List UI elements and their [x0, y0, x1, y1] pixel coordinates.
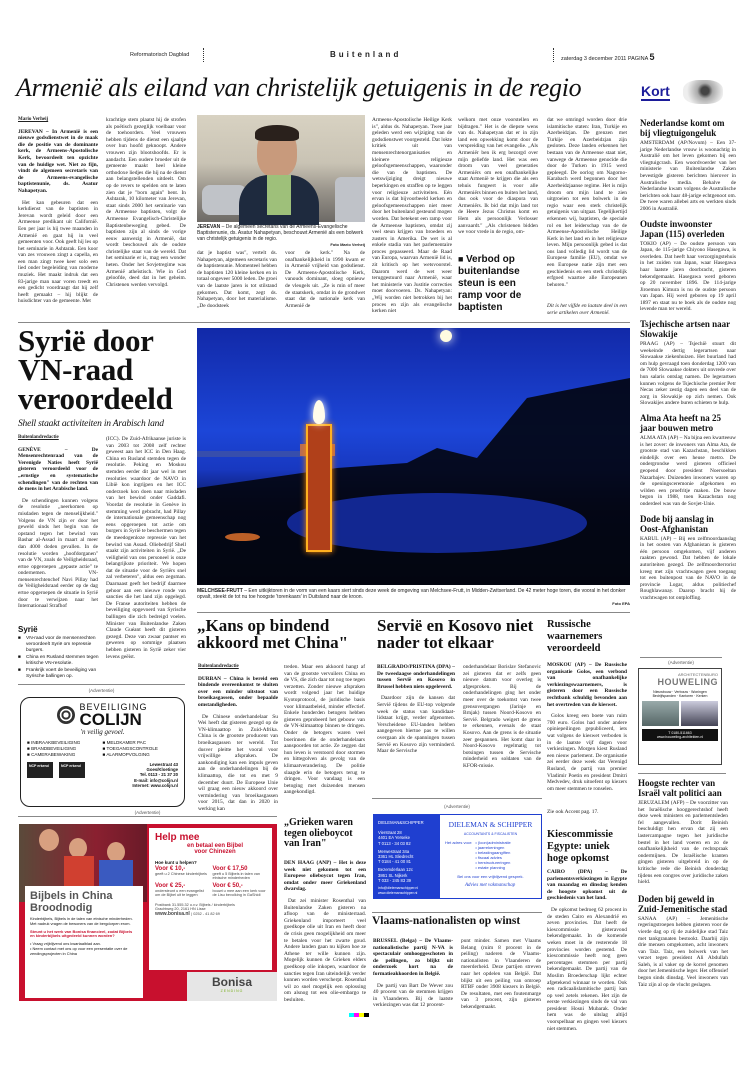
bonisa-logo: Bonisa ZENDING	[187, 972, 277, 1001]
greece-headline: „Grieken waren tegen olieboycot van Iran"	[284, 817, 353, 849]
donation-option: Voor € 17,50 geeft u 5 Bijbels in talen van etnische minderheden	[212, 866, 260, 880]
china-col2: treden. Maar een akkoord hangt af van de grootste vervuilers China en de VS, die zich daar tot nog toe tegen verzetten. Zonder nieuwe afspraken wordt volgend jaar het huidige Kyotoprotocol, de juridische basis voor klimaatbeleid, minder effectief. Enkele honderden betogers hebben gisteren geprobeerd het gebouw van de VN-klimaattop binnen te dringen. Onder de betogers waren veel boerinnen die de onderhandelaars aanspoorden tot actie. Ze zeggen dat hun leven is verstoord door stormen en hittegolven als gevolg van de klimaatverandering. De politie slaagde erin de betogers terug te dringen. Voor vandaag is een betoging met duizenden mensen aangekondigd.	[284, 664, 365, 796]
newspaper-name: Reformatorisch Dagblad	[130, 52, 190, 58]
armenia-col4: voor de kerk." Na de onafhankelijkheid in 1990 kwam er in Armenië vrijheid van godsdienst. De Armeens-Apostolische Kerk, vanouds dominant, sloeg opnieuw de vleugels uit. „Ze is min of meer de staatskerk, omdat in de grondwet staat dat de nationale kerk van Armenië de	[285, 250, 365, 309]
flemish-col2: punt minder. Samen met Vlaams Belang (ruim 8 procent in de peiling) naderen de Vlaams-nationalisten in Vlaanderen de meerderheid. Deze partijen streven naar het opdelen van België. Dat blijkt uit een peiling van omroep RTBF onder 3908 kiezers in België. De resultaten, met een foutenmarge van 3 procent, zijn gisteren bekendgemaakt.	[461, 938, 541, 1010]
donation-option: Voor € 50,- bouwt u mee aan een kerk voor de Lisu bevolking in GaShidi	[212, 883, 266, 897]
colijn-ad[interactable]: BEVEILIGING COLIJN 'n veilig gevoel. ■ INBRAAKBEVEILIGING ■ MELDKAMER PAC ■ BRANDBEVEILIGING ■ TOEGANGSCONTROLE ■ CAMERABEWAKING ■ ALARMOPVOLGING NCP erkend NCP erkend Lewestraat 43 Goes/Kloetinge Tel. 0113 - 21 37 20 E-mail: info@colijn.nl Internet: www.colijn.nl	[20, 697, 185, 807]
divider	[203, 48, 204, 62]
ad-label: (Advertentie)	[444, 804, 470, 809]
armenia-col3: dat je baptist was", vertelt ds. Nahapetyan, algemeen secretaris van de baptistenunie. Momenteel hebben de baptisten 120 kleine kerken en in totaal ongeveer 5000 leden. De groei van de laatste jaren is tot stilstand gekomen. Dat komt, zegt ds. Nahapetyan, door het materialisme. „De doodsteek	[197, 250, 277, 309]
ad-label: (Advertentie)	[134, 810, 161, 815]
candle-tower-photo	[197, 328, 630, 585]
syria-headline: Syrië door VN-raad veroordeeld	[18, 323, 173, 416]
kort-header: Kort	[638, 80, 735, 106]
kort-bottom	[638, 778, 728, 1008]
kort-item: Alma Ata heeft na 25 jaar bouwen metro ALMA ATA (AP) – Na bijna een kwarteeuw is het zover: de inwoners van Alma Ata, de grootste stad van Kazachstan, beschikken eindelijk over een heuse metro. De ondergrondse werd gisteren officieel geopend door president Noersoeltan Nazarbajev. Duizenden inwoners waren op de openingsceremonie afgekomen en wilden een proefritje maken. De bouw begon in 1988, toen Kazachstan nog onderdeel was van de Sovjet-Unie.	[640, 413, 736, 507]
armenia-col6: welkom met onze voorstellen en bijdragen." Het is de diepste wens van ds. Nahapetyan dat er in zijn land een opwekking komt door de verspreiding van het evangelie. „Als Armeniër ben ik erg bezorgd over mijn geliefde land. Het was een droom van veel generaties Armeniërs om een onafhankelijke staat Armenië te krijgen die als een tehuis fungeert is voor alle Armeniërs binnen en buiten het land, dus ook voor de diaspora van Armeniërs. Ik bid dat mijn land tot de Heere Jezus Christus komt en Hem als persoonlijk Verlosser aanvaardt." „Als christenen bidden we voor vrede in de regio, om-	[458, 117, 538, 236]
flemish-headline: Vlaams-nationalisten op winst	[372, 915, 521, 927]
egypt-text: CAIRO (DPA) – De parlementsverkiezingen in Egypte van maandag en dinsdag kenden de hoogste opkomst uit de geschiedenis van het land. De opkomst bedroeg 62 procent in de steden Cairo en Alexandrië en zeven provincies. Dat heeft de kiescommissie gisteravond bekendgemaakt. In de komende weken moet in de resterende 18 provincies worden gestemd. De kiescommissie heeft nog geen percentages stemmen per partij bekendgemaakt. De partij van de Moslim Broederschap lijkt echter afgetekend winnaar te worden. Ook een radicaalislamitische partij kan op veel zetels rekenen. Het zijn de eerste verkiezingen sinds de val van president Hosni Mubarak. Onder hem was de uitslag altijd voorspelbaar en gingen veel kiezers niet stemmen.	[547, 869, 627, 1032]
yemen-headline: Doden bij geweld in Zuid-Jemenitische stad	[638, 893, 728, 914]
china-headline: „Kans op bindend akkoord met China"	[197, 616, 349, 652]
armenia-col5: Armeens-Apostolische Heilige Kerk is", aldus ds. Nahapetyan. Twee jaar geleden werd een wijziging van de godsdienstwet voorgesteld. Dat lokte kritiek uit van mensenrechtenorganisaties en kleinere religieuze geloofsgemeenschappen, waaronder die van de baptisten. De wetswijziging dreigt nieuwe beperkingen en straffen op te leggen voor religieuze activiteiten. Eén ervan is dat bijvoorbeeld kerken en geloofsgemeenschappen niet meer door het buitenland gesteund mogen worden. Dat betekent een ramp voor de Armeense baptisten, omdat zij veel steun krijgen van broeders en zusters in Amerika. De wet is al enkele stadia van het parlementaire proces gepasseerd. Maar de Raad van Europa, waarvan Armenië lid is, zit kritisch op het wetsvoorstel. Daarom werd de wet weer teruggestuurd naar Armenië, waar het ministerie van Justitie correcties moet doorvoeren. Ds. Nahapetyan: „Wij worden niet betrokken bij het proces en zijn als evangelische kerken niet	[372, 117, 452, 315]
russia-text: MOSKOU (AP) – De Russische organisatie Golos, een verbond van onafhankelijke verkiezingswaarnemers, is gisteren door een Russische rechtbank schuldig bevonden aan het overtreden van de kieswet. Golos kreeg een boete van ruim 700 euro. Golos had onder andere opiniepeilingen gepubliceerd, iets wat volgens de kieswet verboden is in de laatste vijf dagen voor verkiezingen. Morgen kiest Rusland een nieuw parlement. De organisatie zei eerder deze week dat Verenigd Rusland, de partij van premier Vladimir Poetin en president Dmitri Medvedev, druk uitoefent op kiezers om meer stemmen te ronselen.	[547, 662, 627, 792]
page-date: zaterdag 3 december 2011 PAGINA 5	[561, 52, 655, 62]
candle-photo-credit: Foto EPA	[612, 601, 630, 606]
serbia-col2: onderhandelaar Borislav Stefanovic zei gisteren dat er zelfs geen nieuwe datum voor overleg is afgesproken. Bij de onderhandelingen ging het onder meer over de toekomst van twee grensovergangen (Jarinje en Brnjak) tussen Noord-Kosovo en Servië. Belgrado weigert de grens te erkennen, evenals de staat Kosovo. Aan de grens is de situatie zeer gespannen. Het komt daar in Noord-Kosovo regelmatig tot botsingen tussen de Servische minderheid en soldaten van de KFOR-missie.	[463, 664, 541, 769]
armenia-headline: Armenië als eiland van christelijk getuigenis in de regio	[16, 73, 582, 102]
russia-headline: Russische waarnemers veroordeeld	[547, 619, 603, 654]
egypt-headline: Kiescommissie Egypte: uniek hoge opkomst	[547, 829, 613, 864]
armenia-photo	[197, 115, 365, 222]
ncp-badge: NCP erkend	[27, 762, 53, 778]
armenia-pull-quote: ■ Verbod op buitenlandse steun is een ramp voor de baptisten	[458, 254, 522, 313]
world-map-icon	[683, 80, 723, 104]
yemen-text: SANAA (AP) – Jemenitische regeringstroepen hebben gisteren voor de vierde dag op rij de zuidelijke stad Taiz met tankgranaten bestookt. Daarbij zijn drie mensen omgekomen, acht inwoners van Taiz. Taiz, een bolwerk van het verzet tegen president Ali Abdullah Saleh, is al vaker op de korrel genomen door het Jemenitische leger. Het offensief begon sinds dinsdag. Veel inwoners van Taiz zijn al op de vlucht geslagen.	[638, 915, 728, 988]
candle-photo-caption: MELCHSEE-FRUTT – Een uitkijktoren in de vorm van een kaars siert sinds deze week de omgeving van Melchsee-Frutt, in Midden-Zwitserland. De 42 meter hoge toren, die vooral in het donker opvalt, steekt de tot nu toe hoogste 'torenkaars' in Duitsland naar de kroon.	[197, 588, 626, 601]
kort-item: Oudste inwoonster Japan (115) overleden TOKIO (AP) – De oudste persoon van Japan, de 115-jarige Chiyono Hasegawa, is overleden. Dat heeft haar verzorgingstehuis in het zuiden van Japan, waar Hasegawa haar laatste jaren doorbracht, gisteren bekendgemaakt. Hasegawa werd geboren op 20 november 1896. De 114-jarige Jiroemon Kimura is nu de oudste persoon van Japan. Hij werd geboren op 19 april 1897 en staat nu te boek als de oudste nog levende man ter wereld.	[640, 218, 736, 313]
ad-label: (Advertentie)	[668, 660, 694, 665]
syria-col1: Buitenlandredactie GENÈVE – De Mensenrechtenraad van de Verenigde Naties heeft Syrië gisteren veroordeeld voor de „ernstige en systematische schendingen" van de rechten van de mens in het Arabische land. De schendingen kunnen volgens de resolutie „neerkomen op misdaden tegen de menselijkheid." Volgens de VN zijn er door het geweld sinds het begin van de opstand tegen het bewind van Bashar al-Assad in maart al meer dan 4000 doden gevallen. In de resolutie worden „hoofdorganen" van de VN, zoals de Veiligheidsraad, ertoe opgeroepen „gepaste actie" te ondernemen. VN-mensenrechtenchef Navi Pillay had de Veiligheidsraad eerder op de dag ertoe opgeroepen de situatie in Syrië door te verwijzen naar het Internationaal Strafhof	[18, 435, 98, 610]
serbia-headline: Servië en Kosovo niet nader tot elkaar	[377, 616, 534, 652]
israel-text: JERUZALEM (AFP) – De voorzitter van het Israëlische hooggerechtshof heeft deze week ministers en parlementsleden fel aangevallen. Dorit Beinish beschuldigt hen ervan dat zij een lastercampagne tegen het juridische bestel in het land voeren en zo de onafhankelijkheid van de rechtspraak ondermijnen. De Israëlische kranten gingen gisteren uitgebreid in op de kritische rede die Beinish donderdag tijdens een congres over juridische zaken hield.	[638, 800, 728, 886]
colijn-logo-icon	[57, 706, 75, 724]
ad-label: (Advertentie)	[88, 688, 115, 693]
kort-item: Dode bij aanslag in Oost-Afghanistan KABUL (AP) – Bij een zelfmoordaanslag in het oosten van Afghanistan is gisteren één persoon omgekomen, vijf anderen raakten gewond. Dat hebben de lokale autoriteiten gezegd. De zelfmoordterrorist kreeg met zijn vrachtwagen geen toegang tot een buitenpost van de NAVO in de provincie Logar, aldus politiechef Roughlawanay. Daarop bracht hij de vrachtwagen tot ontploffing.	[640, 513, 736, 601]
ncp-badge: NCP erkend	[59, 762, 85, 778]
kort-list	[640, 112, 736, 655]
syria-col2: (ICC). De Zuid-Afrikaanse juriste is van 2003 tot 2008 zelf rechter geweest aan het ICC in Den Haag. China en Rusland stemden tegen de resolutie. Peking en Moskou stemden eerder dit jaar wel in met resoluties waardoor de NAVO in Libië kon ingrijpen en het ICC onderzoek kon doen naar misdaden van het bewind onder Gaddafi. Voordat de resolutie in Genève in stemming werd gebracht, had Pillay de internationale gemeenschap nog eens opgeroepen tot actie om burgers in Syrië te beschermen tegen de meedogenloze repressie van het bewind van Assad. Oliebedrijf Shell staakt zijn activiteiten in Syrië. „De veiligheid van ons personeel is onze belangrijkste prioriteit. We hopen dat de situatie voor de Syriërs snel zal verbeteren", aldus een zegsman. Daarnaast geeft het bedrijf daarmee gehoor aan een nieuwe ronde van sancties die het land zijn opgelegd. De Franse autoriteiten hebben de beveiliging opgevoerd van Syrische ballingen die zich bedreigd voelen. Minister van Buitenlandse Zaken Claude Guéant heeft dit gisteren gezegd. Deze van zwaar pantser en geweren op sommige plaatsen hebben gisteren in Syrië zeker vier levens geëist.	[106, 436, 186, 660]
serbia-col1: BELGRADO/PRISTINA (DPA) – De tweedaagse onderhandelingen tussen Servië en Kosovo in Brussel hebben niets opgeleverd. Daardoor zijn de kansen dat Servië tijdens de EU-top volgende week de status van kandidaat-lidstaat krijgt, verder afgenomen. Verscheidene EU-landen hebben aangegeven hiertoe pas te willen overgaan als de spanningen tussen Servië en Kosovo zijn verminderd. Maar de Servische	[377, 664, 455, 755]
armenia-photo-credit: Foto Mario Verheij	[330, 242, 365, 247]
section-title: Buitenland	[330, 50, 402, 59]
syria-summary-box: Syrië ■ VN-raad voor de mensenrechten veroordeelt Syrië om repressie burgers. ■ China en Rusland stemmen tegen kritische VN-resolutie. ■ Frankrijk voert de beveiliging van Syrische ballingen op.	[18, 625, 99, 679]
summary-item: ■ China en Rusland stemmen tegen kritische VN-resolutie.	[18, 655, 99, 666]
flemish-col1: BRUSSEL (Belga) – De Vlaams-nationalistische partij N-VA is spectaculair omhooggeschoten in de peilingen, zo blijkt uit onderzoek kort na de formatieakkoorden in België. De partij van Bart De Wever zou 40 procent van de stemmen krijgen in Vlaanderen. Bij de laatste verkiezingen was dat 12 procent-	[373, 938, 453, 1009]
israel-headline: Hoogste rechter van Israël valt politici aan	[638, 778, 722, 798]
russia-see-also: Zie ook Accent pag. 17.	[547, 809, 599, 815]
color-registration-marks	[349, 1013, 369, 1017]
dieleman-ad[interactable]: DIELEMAN&SCHIPPER Vierstraat 28 4401 EA Yerseke T 0113 - 34 03 82 Merwestraat 34a 3361 HL Sliedrecht T 0184 - 41 00 81 Bezemderlaan 12c 3861 SL Nijkerk T 033 - 245 83 39 info@dielemanschipper.nl www.dielemanschipper.nl DIELEMAN & SCHIPPER ACCOUNTANTS & FISCALISTEN Het adres voor: • (loon)administratie • jaarrekeningen • belastingaangiften • fiscaal advies • herstructureringen • estate planning Bel ons voor een vrijblijvend gesprek. Advies met vakmanschap	[373, 814, 542, 899]
kort-item: Tsjechische artsen naar Slowakije PRAAG (AP) – Tsjechië stuurt dit weekeinde dertig legerartsen naar Slowaakse ziekenhuizen. Het buurland had om hulp gevraagd toen donderdag 1200 van de 7000 Slowaakse dokters uit onvrede over hun salaris ontslag namen. De legerartsen kunnen volgens de Tsjechische premier Petr Necas zeker zestig dagen een deel van de zorg in Slowakije op zich nemen. Ook Slowakijes andere buren schieten te hulp.	[640, 319, 736, 407]
divider	[553, 48, 554, 62]
armenia-photo-caption: JEREVAN – De algemeen secretaris van de Armeens-Evangelische Baptistenunie, ds. Asatur Nahapetyan, beschouwt Armenië als een bolwerk van christelijk getuigenis in de regio.	[197, 224, 364, 243]
armenia-footnote: Dit is het vijfde en laatste deel in een serie artikelen over Armenië.	[547, 303, 627, 316]
greece-text: DEN HAAG (ANP) – Het is deze week niet gekomen tot een Europese olieboycot tegen Iran, omdat onder meer Griekenland dwarslag. Dat zei minister Rosenthal van Buitenlandse Zaken gisteren na afloop van de ministerraad. Griekenland importeert veel goedkope olie uit Iran en heeft door de crisis geen mogelijkheid om meer te betalen voor het zwarte goud. Andere landen gaan nu kijken hoe ze Athene ter wille kunnen zijn. Mogelijk kunnen de Grieken elders goedkoop olie inkopen, waardoor de sancties tegen Iran uiteindelijk verder kunnen worden verscherpt. Rosenthal wil zo snel mogelijk een oplossing om alsnog tot een olie-embargo te besluiten.	[284, 860, 366, 1003]
donation-option: Voor € 10,- geeft u 2 Chinese kinderbijbels	[155, 866, 207, 876]
houweling-ad[interactable]: ARCHITECTENBURO HOUWELING Nieuwbouw · Verbouw · Woningen Bedrijfspanden · Kantoren · Kerken T 0180-511663 www.houweling-architekten.nl	[638, 668, 722, 765]
donation-option: Voor € 25,- ondersteunt u een evangelist om de Bijbel uit te leggen	[155, 883, 204, 897]
armenia-col1: Mario Verheij JEREVAN – In Armenië is een nieuwe godsdienstwet in de maak die de positie van de dominante kerk, de Armeens-Apostolische Kerk, bevoordeelt ten opzichte van de huidige wet. Niet zo fijn, vindt de algemeen secretaris van de Armeens-evangelische baptistenunie, ds. Asatur Nahapetyan. Het kan gebeuren dat een kerkdienst van de baptisten in Jerevan wordt geleid door een Armeense predikant uit Californië. Een per jaar is hij twee maanden in Armenië en gaat hij in veel gemeenten voor. Ook geeft hij les op het seminarie in Ashtarak. Een koor van zes vrouwen zingt a capella, en een man zingt twee keer solo een lied onder begeleiding van moderne muziek. Het maakt indruk dat een 83-jarige man naar voren treedt en een gedicht voordraagt dat hij zelf heeft gemaakt – hij blijkt de huisdichter van de gemeente. Met	[18, 117, 98, 305]
armenia-col2: krachtige stem plaatst hij de strofen als poëtisch gezeglijk voelbaar voor de toehoorders. Veel vrouwen hebben tijdens de dienst een sjaaltje over hun hoofd geknoopt. Andere vrouwen zijn blootshoofds. Er is aandacht. Een oudere broeder uit de gemeente maakt heel kleine orthodoxe liedjes die hij na de dienst aan belangstellenden uitdeelt. Om op de revers te spelden om te laten zien dat je "born again" bent. In Ashtarak, 10 kilometer van Jerevan, staat sinds 2000 het seminarie van de Armeense baptisten, volgt de Armeense Evangelisch-Christelijke Baptistenbeweging gebed. De baptisten zijn al sinds de vorige eeuw aanwezig in Armenië, dat wordt beschouwd als de oudste christelijke staat van de wereld. Dat het seminarie er is, mag een wonder heten. Onder het Sovjetregime was Armenië atheïstisch. Wie in God geloofde, deed dat in het geheim. Christenen werden vervolgd.	[106, 117, 186, 288]
armenia-col7: dat we omringd worden door drie islamitische staten: Iran, Turkije en Azerbeidzjan. De grenzen met Turkije en Azerbeidzjan zijn gesloten. Deze landen erkennen het bestaan van de Armeense staat niet, vanwege de Armeense genocide die door de Turken in 1915 werd gepleegd. De oorlog om Nagorno-Karabach werd begonnen door het Azerbeidzjaanse regime. Het is mijn droom om mijn land te zien uitgroeien tot een bolwerk in de regio waar een sterk christelijk getuigenis van uitgaat. Tegelijkertijd erkennen wij, baptisten, de speciale rol en het leiderschap van de de Armeense-Apostolische Heilige Kerk in het land en in het religieuze leven. Mijn persoonlijk gebed is dat ons land volledig lid wordt van de Europese familie (EU), omdat we een Europese natie zijn met een geschiedenis en een sterk christelijk erfgoed waartoe alle Europeanen behoren."	[547, 117, 627, 288]
summary-item: ■ Frankrijk voert de beveiliging van Syrische ballingen op.	[18, 668, 97, 679]
page-number: 5	[649, 52, 655, 62]
syria-subtitle: Shell staakt activiteiten in Arabisch land	[18, 419, 164, 429]
summary-item: ■ VN-raad voor de mensenrechten veroordeelt Syrië om repressie burgers.	[18, 636, 96, 653]
china-col1: Buitenlandredactie DURBAN – China is bereid een bindende overeenkomst te sluiten over een minder uitstoot van broeikasgassen, onder bepaalde omstandigheden. De Chinese onderhandelaar Su Wei heeft dat gisteren gezegd op de VN-klimaattop in Zuid-Afrika. China is de grootste producent van broeikasgassen ter wereld. Tot dusver pleitte het vooral voor vrijwillige afspraken. De aankondiging kan een impuls geven aan de onderhandelingen bij de klimaattop, die tot en met 9 december duurt. De Europese Unie wil graag een nieuw akkoord over vermindering van broeikasgassen voor 2015, dat dan in 2020 in werking kan	[198, 664, 278, 812]
kort-item: Nederlandse komt om bij vliegtuigongeluk AMSTERDAM (AP/Novum) – Een 37-jarige Nederlandse vrouw is woonachtig in Australië om het leven gekomen bij een vliegtuigcrash. Een woordvoerder van het ministerie van Buitenlandse Zaken bevestigde gisteren berichten hierover in Australische media. Behalve de Nederlandse kwam volgens de Australische berichten ook haar 48-jarige echtgenoot om. De twee waren allebei arts en werkten sinds 2006 in Australië.	[640, 118, 736, 212]
bonisa-ad[interactable]: Help mee en betaal een Bijbel voor Chinezen Hoe kunt u helpen? Voor € 10,- geeft u 2 Chinese kinderbijbels Voor € 17,50 geeft u 5 Bijbels in talen van etnische minderheden Voor € 25,- ondersteunt u een evangelist om de Bijbel uit te leggen Voor € 50,- bouwt u mee aan een kerk voor de Lisu bevolking in GaShidi Postbank 31.555.32 o.v.v. Bijbels / kinderbijbels Grachtweg 20, 2161 HN Lisse www.bonisa.nl | 0252 - 41 82 69 Bijbels in China Broodnodig Kinderbijbels, Bijbels in de talen van etnische minderheden. Met nadruk vragen de bewoners van de bergdorpen erom. Steunt u het werk van Bonisa financieel, zodat Bijbels en kinderbijbels uitgedeeld kunnen worden? • Vraag vrijblijvend ons kwartaalblad aan. • Neem contact met ons op voor een presentatie over de zendingsprojecten in China Bonisa ZENDING	[19, 824, 277, 1001]
